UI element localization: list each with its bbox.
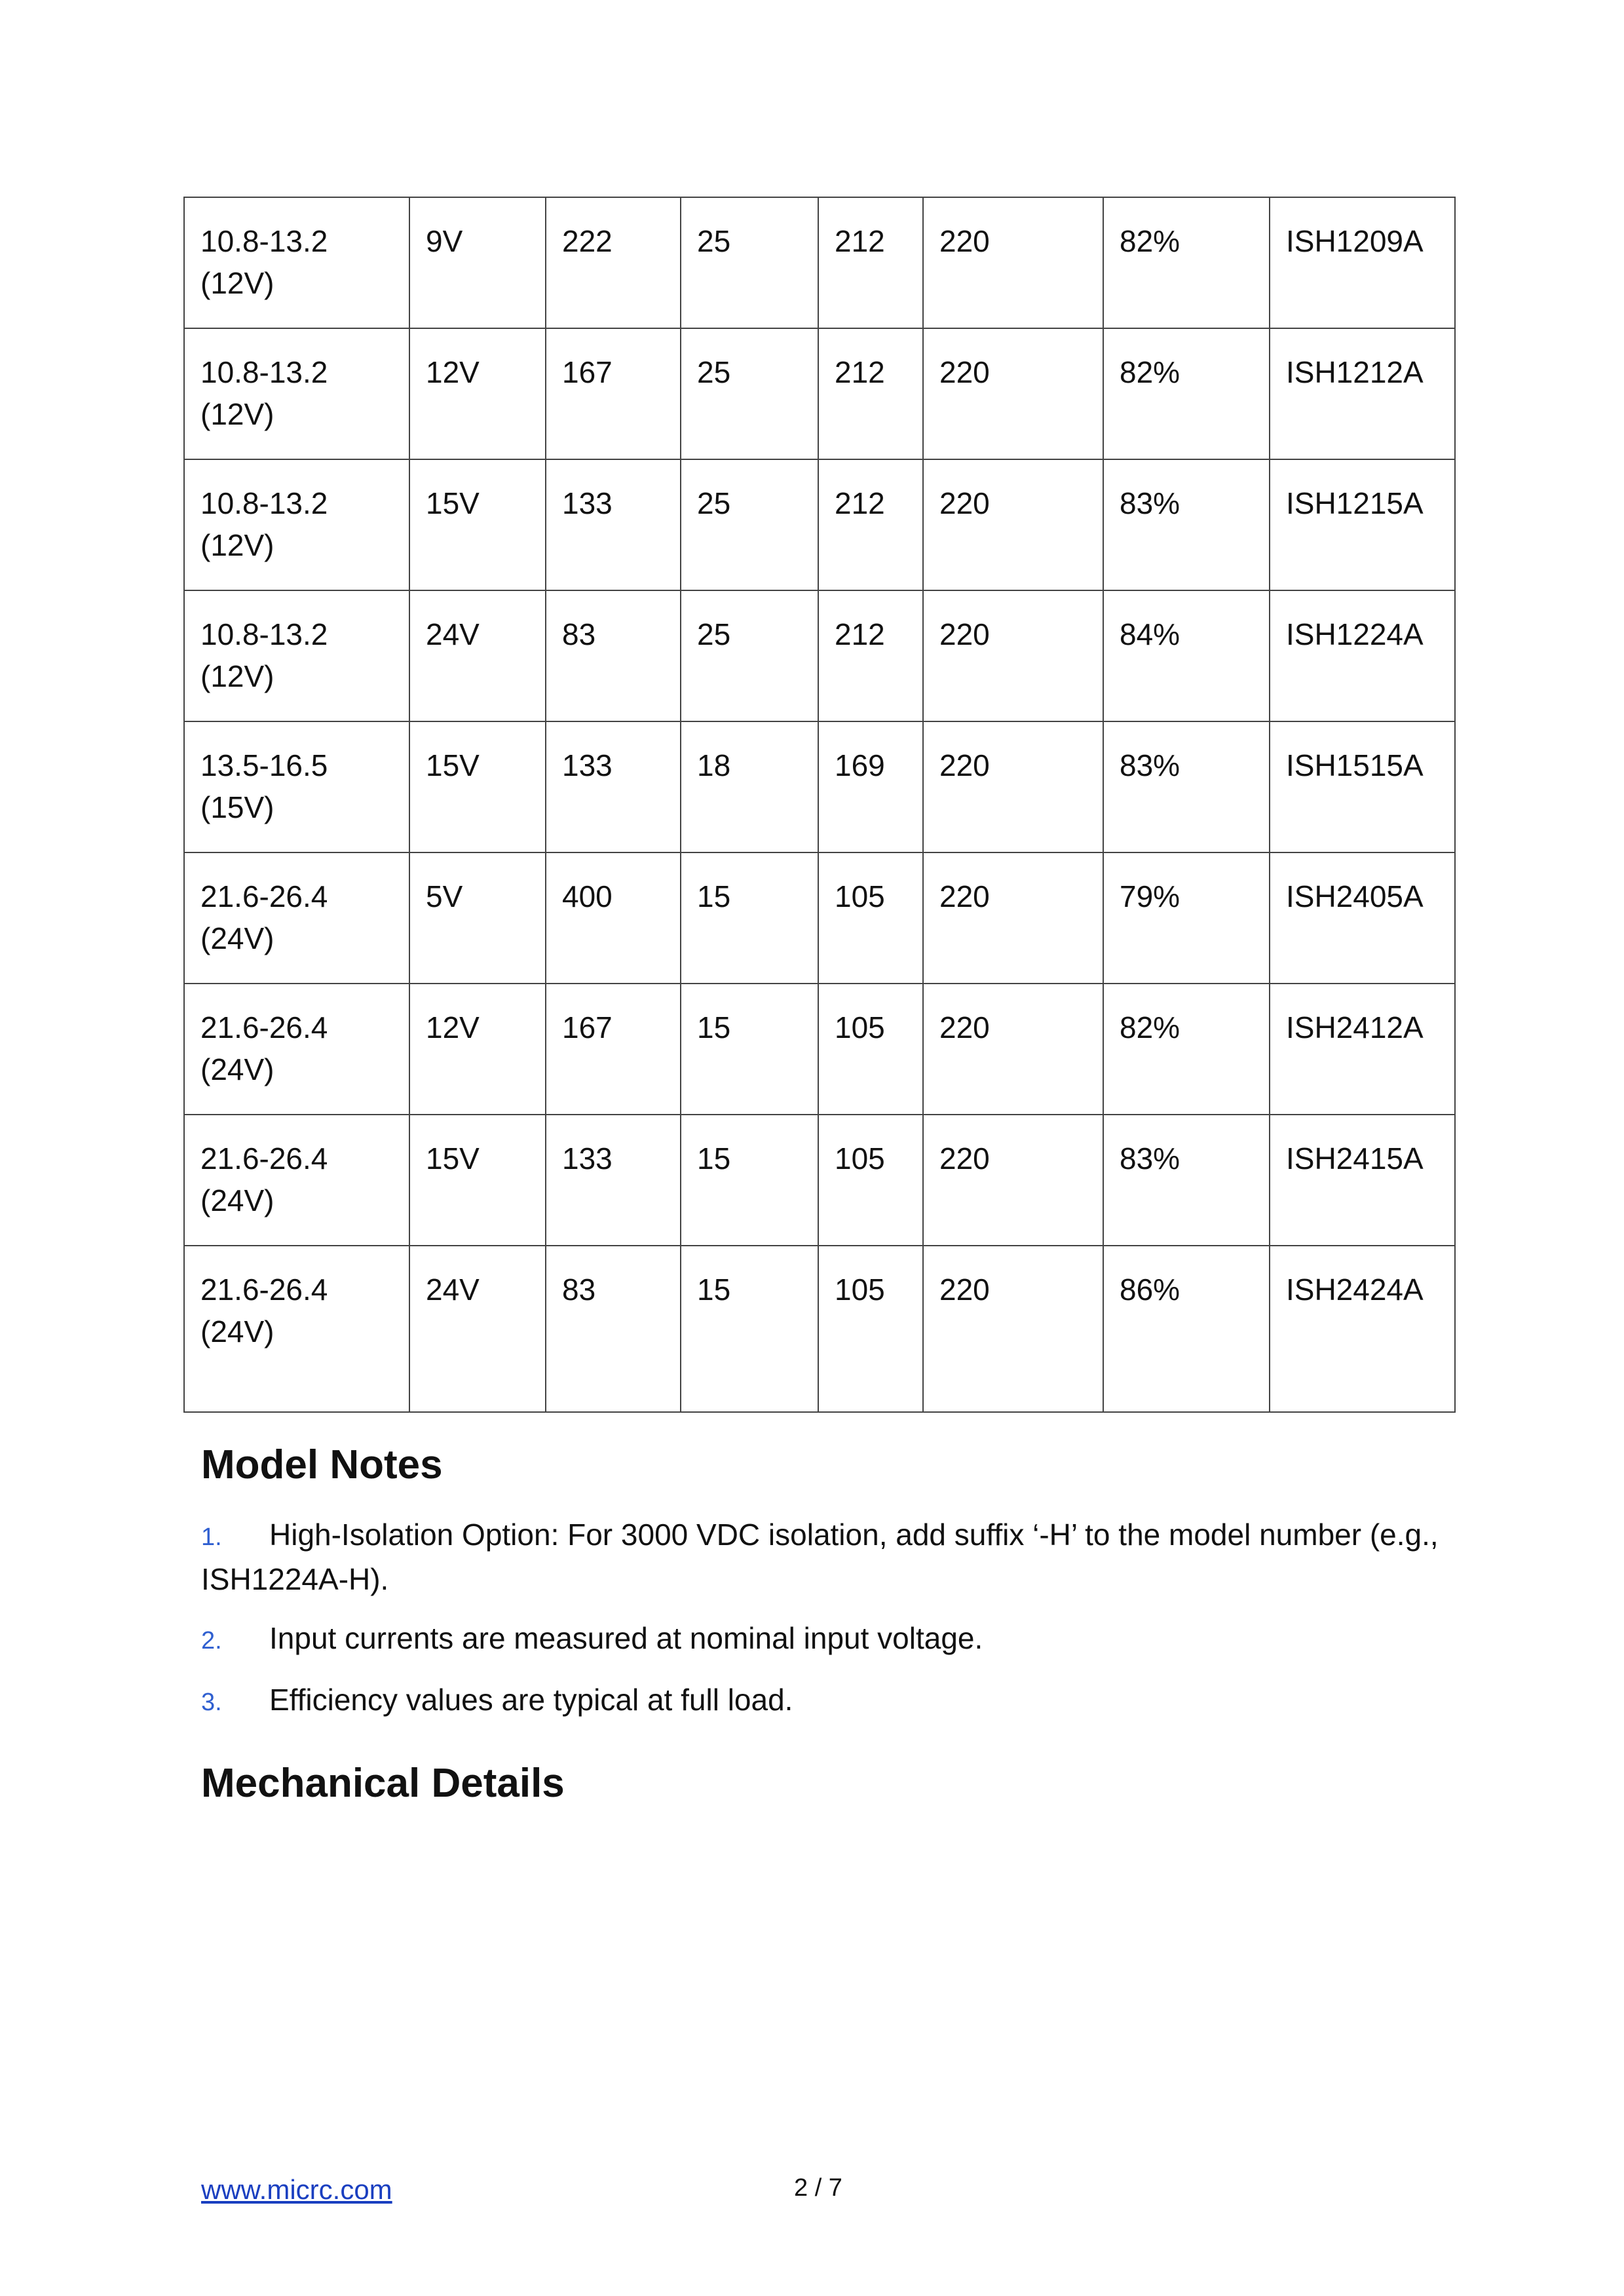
- list-text: Input currents are measured at nominal input voltage.: [269, 1621, 983, 1655]
- cell-col5: 105: [818, 1246, 923, 1412]
- cell-iout: 167: [546, 984, 681, 1115]
- cell-col6: 220: [923, 459, 1103, 590]
- table-row: [184, 590, 1455, 721]
- cell-col4: 25: [681, 197, 818, 328]
- cell-iout: 167: [546, 328, 681, 459]
- cell-iout: 222: [546, 197, 681, 328]
- cell-efficiency: 84%: [1103, 590, 1270, 721]
- cell-model: ISH2424A: [1270, 1246, 1455, 1412]
- cell-model: ISH2412A: [1270, 984, 1455, 1115]
- cell-iout: 133: [546, 459, 681, 590]
- footer-website-link[interactable]: www.micrc.com: [201, 2174, 392, 2205]
- cell-iout: 133: [546, 1115, 681, 1246]
- cell-model: ISH2415A: [1270, 1115, 1455, 1246]
- input-nominal: (15V): [200, 790, 274, 824]
- cell-col6: 220: [923, 1246, 1103, 1412]
- cell-model: ISH1515A: [1270, 721, 1455, 852]
- cell-col4: 15: [681, 1115, 818, 1246]
- input-nominal: (24V): [200, 1314, 274, 1349]
- cell-efficiency: 83%: [1103, 721, 1270, 852]
- cell-col6: 220: [923, 984, 1103, 1115]
- cell-vout: 12V: [409, 328, 546, 459]
- cell-col5: 212: [818, 459, 923, 590]
- list-text: Efficiency values are typical at full load.: [269, 1683, 793, 1717]
- table-row: [184, 459, 1455, 590]
- input-range: 10.8-13.2: [200, 617, 328, 651]
- cell-vout: 9V: [409, 197, 546, 328]
- table-row: [184, 1246, 1455, 1412]
- cell-col6: 220: [923, 852, 1103, 984]
- input-nominal: (12V): [200, 266, 274, 300]
- list-text: High-Isolation Option: For 3000 VDC isolation, add suffix ‘-H’ to the model number (e.g., ISH1224A-H).: [201, 1518, 1439, 1596]
- list-number: 2.: [201, 1627, 222, 1655]
- input-nominal: (24V): [200, 921, 274, 955]
- input-nominal: (12V): [200, 397, 274, 431]
- input-voltage-cell: [184, 852, 409, 984]
- cell-model: ISH1209A: [1270, 197, 1455, 328]
- cell-model: ISH1215A: [1270, 459, 1455, 590]
- cell-efficiency: 82%: [1103, 197, 1270, 328]
- cell-vout: 15V: [409, 1115, 546, 1246]
- cell-col5: 212: [818, 328, 923, 459]
- table-row: [184, 328, 1455, 459]
- input-range: 21.6-26.4: [200, 879, 328, 913]
- model-notes-list: [201, 1514, 1452, 1740]
- list-number: 1.: [201, 1523, 222, 1551]
- input-voltage-cell: [184, 459, 409, 590]
- cell-col4: 15: [681, 852, 818, 984]
- cell-vout: 15V: [409, 721, 546, 852]
- cell-iout: 83: [546, 1246, 681, 1412]
- input-range: 13.5-16.5: [200, 748, 328, 782]
- cell-efficiency: 82%: [1103, 984, 1270, 1115]
- cell-col4: 25: [681, 590, 818, 721]
- cell-col4: 15: [681, 1246, 818, 1412]
- cell-col4: 15: [681, 984, 818, 1115]
- mechanical-details-heading: Mechanical Details: [201, 1761, 565, 1806]
- cell-col6: 220: [923, 590, 1103, 721]
- input-range: 10.8-13.2: [200, 355, 328, 389]
- cell-efficiency: 79%: [1103, 852, 1270, 984]
- cell-col5: 105: [818, 852, 923, 984]
- cell-model: ISH2405A: [1270, 852, 1455, 984]
- table-row: [184, 852, 1455, 984]
- input-voltage-cell: [184, 1115, 409, 1246]
- cell-efficiency: 86%: [1103, 1246, 1270, 1412]
- cell-col6: 220: [923, 328, 1103, 459]
- input-voltage-cell: [184, 197, 409, 328]
- input-nominal: (24V): [200, 1052, 274, 1086]
- input-voltage-cell: [184, 1246, 409, 1412]
- input-voltage-cell: [184, 590, 409, 721]
- input-voltage-cell: [184, 721, 409, 852]
- input-range: 10.8-13.2: [200, 486, 328, 520]
- cell-col6: 220: [923, 197, 1103, 328]
- input-range: 10.8-13.2: [200, 224, 328, 258]
- input-voltage-cell: [184, 984, 409, 1115]
- cell-iout: 400: [546, 852, 681, 984]
- cell-col4: 25: [681, 459, 818, 590]
- cell-col5: 105: [818, 984, 923, 1115]
- page-number: 2 / 7: [794, 2174, 842, 2202]
- cell-col5: 169: [818, 721, 923, 852]
- input-nominal: (12V): [200, 659, 274, 693]
- model-spec-table: [183, 197, 1456, 1413]
- cell-efficiency: 82%: [1103, 328, 1270, 459]
- input-range: 21.6-26.4: [200, 1272, 328, 1307]
- cell-iout: 133: [546, 721, 681, 852]
- cell-col6: 220: [923, 1115, 1103, 1246]
- cell-efficiency: 83%: [1103, 459, 1270, 590]
- table-row: [184, 1115, 1455, 1246]
- cell-vout: 24V: [409, 590, 546, 721]
- cell-vout: 15V: [409, 459, 546, 590]
- cell-vout: 5V: [409, 852, 546, 984]
- input-voltage-cell: [184, 328, 409, 459]
- list-item: [201, 1617, 1452, 1662]
- cell-model: ISH1212A: [1270, 328, 1455, 459]
- table-row: [184, 984, 1455, 1115]
- input-range: 21.6-26.4: [200, 1141, 328, 1176]
- input-nominal: (24V): [200, 1183, 274, 1217]
- list-number: 3.: [201, 1689, 222, 1716]
- cell-vout: 24V: [409, 1246, 546, 1412]
- input-range: 21.6-26.4: [200, 1010, 328, 1044]
- cell-efficiency: 83%: [1103, 1115, 1270, 1246]
- cell-col6: 220: [923, 721, 1103, 852]
- list-item: [201, 1679, 1452, 1723]
- list-item: [201, 1514, 1452, 1600]
- cell-col5: 105: [818, 1115, 923, 1246]
- cell-iout: 83: [546, 590, 681, 721]
- table-body: [184, 197, 1455, 1412]
- table-row: [184, 197, 1455, 328]
- input-nominal: (12V): [200, 528, 274, 562]
- cell-col5: 212: [818, 197, 923, 328]
- cell-model: ISH1224A: [1270, 590, 1455, 721]
- model-notes-heading: Model Notes: [201, 1442, 443, 1487]
- cell-col5: 212: [818, 590, 923, 721]
- cell-col4: 18: [681, 721, 818, 852]
- cell-col4: 25: [681, 328, 818, 459]
- table-row: [184, 721, 1455, 852]
- cell-vout: 12V: [409, 984, 546, 1115]
